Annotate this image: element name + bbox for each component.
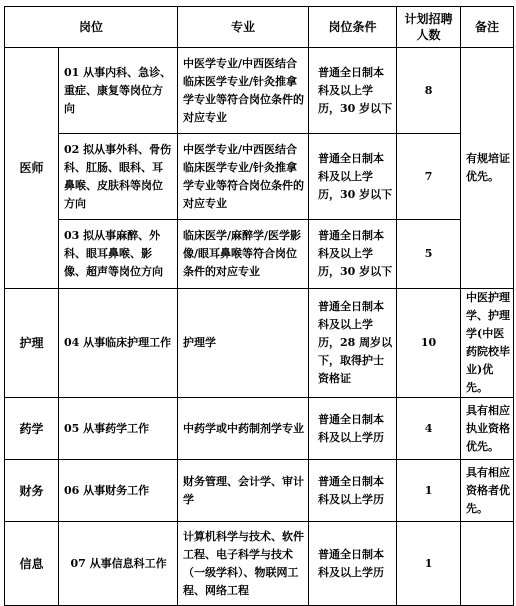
- table-row: [5, 398, 514, 460]
- category-doctor: 医师: [5, 48, 59, 289]
- major-cell: 中医学专业/中西医结合临床医学专业/针灸推拿学专业等符合岗位条件的对应专业: [178, 134, 309, 220]
- position-cell: 03 拟从事麻醉、外科、眼耳鼻喉、影像、超声等岗位方向: [59, 220, 178, 289]
- category-finance: 财务: [5, 460, 59, 522]
- condition-cell: 普通全日制本科及以上学历: [309, 398, 397, 460]
- count-cell: 7: [397, 134, 461, 220]
- count-cell: 5: [397, 220, 461, 289]
- remark-cell: 中医护理学、护理学(中医药院校毕业)优先。: [461, 289, 514, 398]
- header-major: 专业: [178, 7, 309, 48]
- condition-cell: 普通全日制本科及以上学历: [309, 460, 397, 522]
- condition-cell: 普通全日制本科及以上学历，30 岁以下: [309, 48, 397, 134]
- table-row: [5, 289, 514, 398]
- remark-cell: 具有相应资格者优先。: [461, 460, 514, 522]
- position-cell: 06 从事财务工作: [59, 460, 178, 522]
- header-remark: 备注: [461, 7, 514, 48]
- recruitment-table: [4, 6, 514, 606]
- table-row: [5, 522, 514, 606]
- condition-cell: 普通全日制本科及以上学历，30 岁以下: [309, 134, 397, 220]
- major-cell: 临床医学/麻醉学/医学影像/眼耳鼻喉等符合岗位条件的对应专业: [178, 220, 309, 289]
- category-info: 信息: [5, 522, 59, 606]
- count-cell: 10: [397, 289, 461, 398]
- table-row: [5, 460, 514, 522]
- position-cell: 02 拟从事外科、骨伤科、肛肠、眼科、耳鼻喉、皮肤科等岗位方向: [59, 134, 178, 220]
- count-cell: 1: [397, 460, 461, 522]
- major-cell: 护理学: [178, 289, 309, 398]
- remark-cell: 具有相应执业资格优先。: [461, 398, 514, 460]
- count-cell: 4: [397, 398, 461, 460]
- major-cell: 中医学专业/中西医结合临床医学专业/针灸推拿学专业等符合岗位条件的对应专业: [178, 48, 309, 134]
- remark-doctor: 有规培证优先。: [461, 48, 514, 289]
- header-count-line1: 计划招聘: [404, 12, 453, 26]
- header-count-line2: 人数: [416, 28, 441, 42]
- position-cell: 07 从事信息科工作: [59, 522, 178, 606]
- table-row: [5, 220, 514, 289]
- header-count: [397, 7, 461, 48]
- condition-cell: 普通全日制本科及以上学历，30 岁以下: [309, 220, 397, 289]
- major-cell: 计算机科学与技术、软件工程、电子科学与技术（一级学科）、物联网工程、网络工程: [178, 522, 309, 606]
- count-cell: 1: [397, 522, 461, 606]
- category-pharmacy: 药学: [5, 398, 59, 460]
- position-cell: 04 从事临床护理工作: [59, 289, 178, 398]
- category-nursing: 护理: [5, 289, 59, 398]
- condition-cell: 普通全日制本科及以上学历，28 周岁以下，取得护士资格证: [309, 289, 397, 398]
- header-row: [5, 7, 514, 48]
- major-cell: 财务管理、会计学、审计学: [178, 460, 309, 522]
- major-cell: 中药学或中药制剂学专业: [178, 398, 309, 460]
- position-cell: 05 从事药学工作: [59, 398, 178, 460]
- position-cell: 01 从事内科、急诊、重症、康复等岗位方向: [59, 48, 178, 134]
- table-row: [5, 48, 514, 134]
- table-row: [5, 134, 514, 220]
- header-position: 岗位: [5, 7, 178, 48]
- count-cell: 8: [397, 48, 461, 134]
- recruitment-table-container: [4, 6, 514, 606]
- header-condition: 岗位条件: [309, 7, 397, 48]
- condition-cell: 普通全日制本科及以上学历: [309, 522, 397, 606]
- remark-cell: [461, 522, 514, 606]
